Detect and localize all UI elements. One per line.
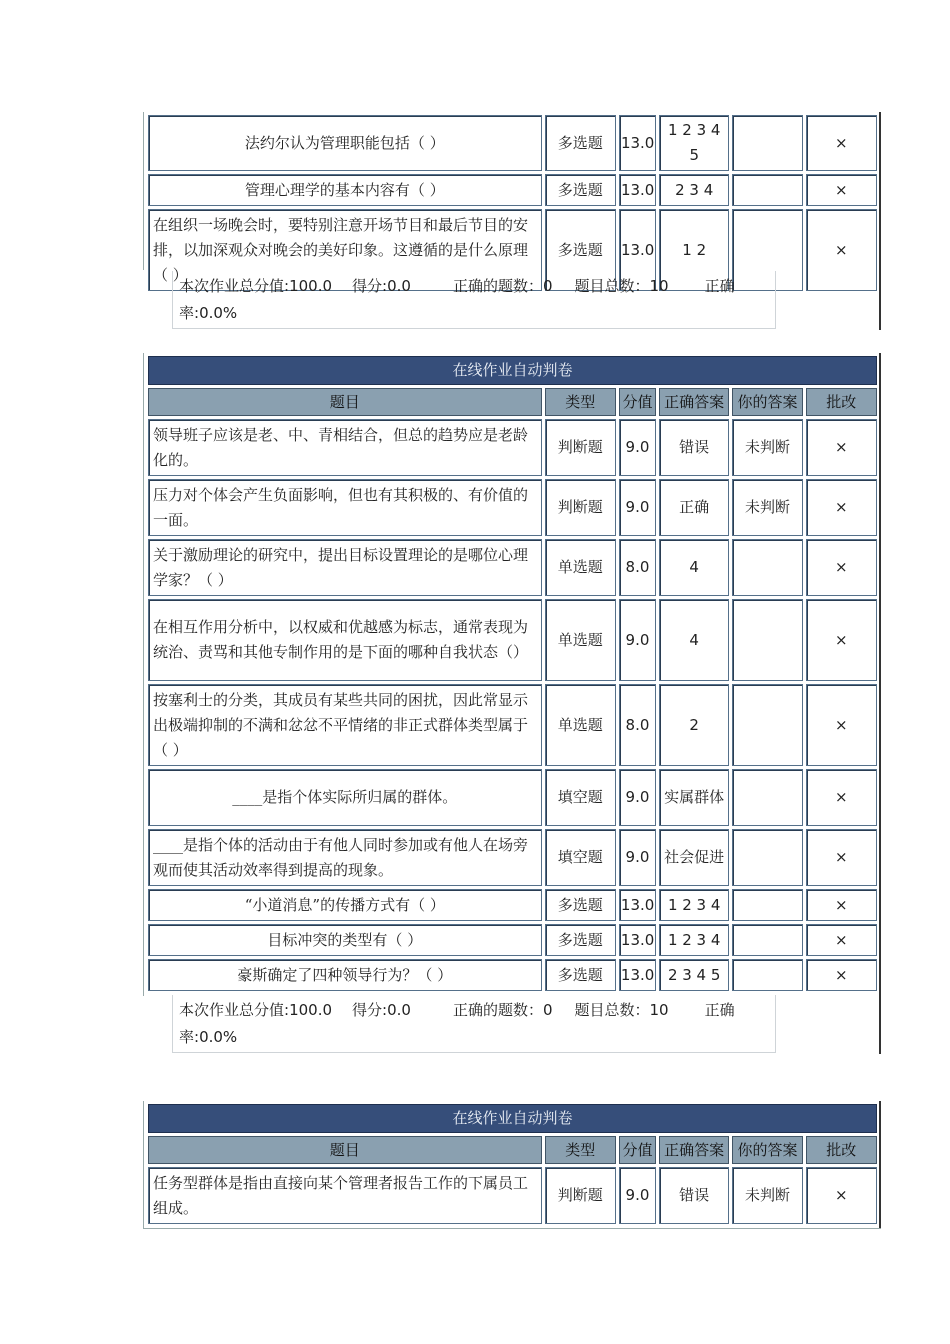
question-type: 判断题 — [545, 419, 616, 476]
question-type: 多选题 — [545, 174, 616, 206]
question-text: 按塞利士的分类，其成员有某些共同的困扰，因此常显示出极端抑制的不满和忿忿不平情绪的非正式群体类型属于（ ） — [148, 684, 542, 766]
grade-mark: × — [806, 1167, 877, 1224]
question-text: 在组织一场晚会时，要特别注意开场节目和最后节目的安排，以加深观众对晚会的美好印象。这遵循的是什么原理（ ） — [148, 209, 542, 291]
summary-line-2 — [179, 1024, 775, 1051]
table-banner-row — [148, 356, 877, 385]
your-answer: 未判断 — [732, 419, 802, 476]
your-answer: 未判断 — [732, 1167, 802, 1224]
block-border-left — [143, 353, 144, 996]
correct-answer: 社会促进 — [659, 829, 729, 886]
question-score: 9.0 — [619, 599, 656, 681]
grading-table-1 — [145, 112, 880, 294]
question-count-label: 题目总数： — [574, 1001, 650, 1019]
correct-answer: 正确 — [659, 479, 729, 536]
question-type: 多选题 — [545, 115, 616, 171]
your-answer — [732, 829, 802, 886]
header-type: 类型 — [545, 388, 616, 416]
correct-answer: 4 — [659, 539, 729, 596]
header-question: 题目 — [148, 1136, 542, 1164]
grade-mark: × — [806, 684, 877, 766]
correct-answer: 2 — [659, 684, 729, 766]
question-type: 多选题 — [545, 889, 616, 921]
table-row — [148, 684, 877, 766]
correct-answer: 1 2 3 4 5 — [659, 115, 729, 171]
question-score: 8.0 — [619, 684, 656, 766]
question-text: 关于激励理论的研究中，提出目标设置理论的是哪位心理学家？（ ） — [148, 539, 542, 596]
correct-answer: 2 3 4 5 — [659, 959, 729, 991]
question-text: 在相互作用分析中，以权威和优越感为标志，通常表现为统治、责骂和其他专制作用的是下面的哪种自我状态（） — [148, 599, 542, 681]
your-answer — [732, 959, 802, 991]
correct-answer: 1 2 3 4 — [659, 924, 729, 956]
question-count-value: 10 — [649, 1001, 669, 1019]
block-border-bottom — [143, 1228, 881, 1229]
question-score: 9.0 — [619, 479, 656, 536]
table-row — [148, 769, 877, 826]
your-answer — [732, 889, 802, 921]
homework-summary — [172, 271, 776, 329]
block-border-left — [143, 1101, 144, 1229]
question-score: 13.0 — [619, 924, 656, 956]
question-score: 8.0 — [619, 539, 656, 596]
rate-value: 0.0% — [199, 1028, 238, 1046]
table-banner-row — [148, 1104, 877, 1133]
header-question: 题目 — [148, 388, 542, 416]
rate-label-end: 率: — [179, 1028, 200, 1046]
score-label: 得分: — [352, 277, 388, 295]
grade-mark: × — [806, 174, 877, 206]
grade-mark: × — [806, 959, 877, 991]
header-score: 分值 — [619, 388, 656, 416]
question-score: 9.0 — [619, 769, 656, 826]
table-row — [148, 599, 877, 681]
table-header-row — [148, 388, 877, 416]
grade-mark: × — [806, 479, 877, 536]
question-text: 法约尔认为管理职能包括（ ） — [148, 115, 542, 171]
question-text: 压力对个体会产生负面影响，但也有其积极的、有价值的一面。 — [148, 479, 542, 536]
total-score-label: 本次作业总分值: — [179, 1001, 290, 1019]
question-text: “小道消息”的传播方式有（ ） — [148, 889, 542, 921]
score-value: 0.0 — [387, 1001, 411, 1019]
grade-mark: × — [806, 599, 877, 681]
correct-count-value: 0 — [542, 1001, 553, 1019]
correct-answer: 1 2 — [659, 209, 729, 291]
summary-line-1 — [179, 997, 775, 1024]
total-score-label: 本次作业总分值: — [179, 277, 290, 295]
correct-count-label: 正确的题数： — [452, 277, 543, 295]
question-score: 13.0 — [619, 115, 656, 171]
question-score: 13.0 — [619, 174, 656, 206]
table-row — [148, 924, 877, 956]
correct-answer: 2 3 4 — [659, 174, 729, 206]
header-grade: 批改 — [806, 388, 877, 416]
grade-mark: × — [806, 539, 877, 596]
grading-block-1 — [143, 112, 881, 330]
grade-mark: × — [806, 115, 877, 171]
question-score: 9.0 — [619, 1167, 656, 1224]
question-type: 单选题 — [545, 539, 616, 596]
question-text: ____是指个体实际所归属的群体。 — [148, 769, 542, 826]
question-text: 豪斯确定了四种领导行为？（ ） — [148, 959, 542, 991]
rate-label-end: 率: — [179, 304, 200, 322]
table-row — [148, 959, 877, 991]
question-score: 13.0 — [619, 889, 656, 921]
question-score: 9.0 — [619, 829, 656, 886]
header-yours: 你的答案 — [732, 388, 802, 416]
score-value: 0.0 — [387, 277, 411, 295]
your-answer: 未判断 — [732, 479, 802, 536]
question-type: 多选题 — [545, 959, 616, 991]
total-score-value: 100.0 — [289, 1001, 333, 1019]
table-row — [148, 419, 877, 476]
header-correct: 正确答案 — [659, 1136, 729, 1164]
question-type: 判断题 — [545, 479, 616, 536]
question-score: 9.0 — [619, 419, 656, 476]
question-type: 判断题 — [545, 1167, 616, 1224]
correct-answer: 4 — [659, 599, 729, 681]
question-count-value: 10 — [649, 277, 669, 295]
question-score: 13.0 — [619, 209, 656, 291]
summary-line-2 — [179, 300, 775, 327]
correct-answer: 实属群体 — [659, 769, 729, 826]
header-grade: 批改 — [806, 1136, 877, 1164]
grading-block-3 — [143, 1101, 881, 1231]
score-label: 得分: — [352, 1001, 388, 1019]
block-border-left — [143, 112, 144, 270]
table-row — [148, 829, 877, 886]
question-text: 目标冲突的类型有（ ） — [148, 924, 542, 956]
your-answer — [732, 599, 802, 681]
question-text: 任务型群体是指由直接向某个管理者报告工作的下属员工组成。 — [148, 1167, 542, 1224]
grade-mark: × — [806, 829, 877, 886]
grading-table-3 — [145, 1101, 880, 1227]
table-row — [148, 1167, 877, 1224]
rate-label-start: 正确 — [704, 277, 735, 295]
grade-mark: × — [806, 419, 877, 476]
your-answer — [732, 769, 802, 826]
your-answer — [732, 924, 802, 956]
question-type: 多选题 — [545, 209, 616, 291]
your-answer — [732, 174, 802, 206]
rate-value: 0.0% — [199, 304, 238, 322]
grading-block-2 — [143, 353, 881, 1054]
correct-answer: 错误 — [659, 1167, 729, 1224]
banner-title: 在线作业自动判卷 — [148, 1104, 877, 1133]
table-row — [148, 174, 877, 206]
table-row — [148, 889, 877, 921]
question-type: 填空题 — [545, 829, 616, 886]
question-text: 领导班子应该是老、中、青相结合，但总的趋势应是老龄化的。 — [148, 419, 542, 476]
header-yours: 你的答案 — [732, 1136, 802, 1164]
correct-answer: 错误 — [659, 419, 729, 476]
header-score: 分值 — [619, 1136, 656, 1164]
homework-summary — [172, 995, 776, 1053]
rate-label-start: 正确 — [704, 1001, 735, 1019]
question-count-label: 题目总数： — [574, 277, 650, 295]
table-header-row — [148, 1136, 877, 1164]
header-type: 类型 — [545, 1136, 616, 1164]
grading-table-2 — [145, 353, 880, 994]
your-answer — [732, 684, 802, 766]
summary-line-1 — [179, 273, 775, 300]
question-type: 单选题 — [545, 684, 616, 766]
total-score-value: 100.0 — [289, 277, 333, 295]
grade-mark: × — [806, 924, 877, 956]
question-score: 13.0 — [619, 959, 656, 991]
header-correct: 正确答案 — [659, 388, 729, 416]
question-type: 填空题 — [545, 769, 616, 826]
correct-count-value: 0 — [542, 277, 553, 295]
banner-title: 在线作业自动判卷 — [148, 356, 877, 385]
question-type: 多选题 — [545, 924, 616, 956]
table-row — [148, 479, 877, 536]
your-answer — [732, 539, 802, 596]
your-answer — [732, 115, 802, 171]
question-text: 管理心理学的基本内容有（ ） — [148, 174, 542, 206]
grade-mark: × — [806, 889, 877, 921]
question-text: ____是指个体的活动由于有他人同时参加或有他人在场旁观而使其活动效率得到提高的现象。 — [148, 829, 542, 886]
grade-mark: × — [806, 209, 877, 291]
correct-answer: 1 2 3 4 — [659, 889, 729, 921]
table-row — [148, 115, 877, 171]
question-type: 单选题 — [545, 599, 616, 681]
grade-mark: × — [806, 769, 877, 826]
table-row — [148, 539, 877, 596]
correct-count-label: 正确的题数： — [452, 1001, 543, 1019]
